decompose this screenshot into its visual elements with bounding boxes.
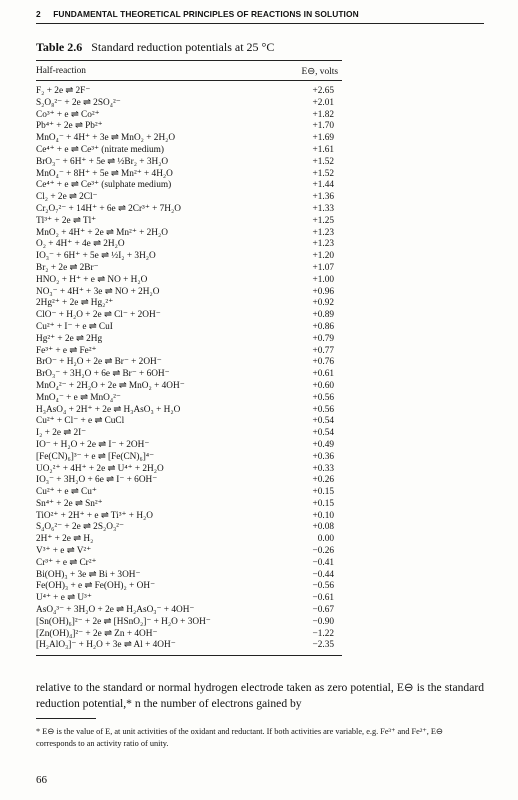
potential-value: −0.44: [312, 569, 334, 580]
table-row: [0, 310, 518, 322]
potential-value: +0.36: [312, 451, 334, 462]
table-row: [0, 369, 518, 381]
potential-value: +0.60: [312, 380, 334, 391]
half-reaction: Fe(OH)₃ + e ⇌ Fe(OH)₂ + OH⁻: [36, 581, 155, 592]
table-title: Standard reduction potentials at 25 °C: [91, 40, 275, 54]
table-body: [0, 86, 518, 652]
half-reaction: Cr₂O₇²⁻ + 14H⁺ + 6e ⇌ 2Cr³⁺ + 7H₂O: [36, 203, 181, 214]
half-reaction: [H₂AlO₃]⁻ + H₂O + 3e ⇌ Al + 4OH⁻: [36, 640, 176, 651]
potential-value: +1.00: [312, 274, 334, 285]
half-reaction: 2Hg²⁺ + 2e ⇌ Hg₂²⁺: [36, 298, 114, 309]
potential-value: +1.33: [312, 203, 334, 214]
table-row: [0, 346, 518, 358]
table-row: [0, 416, 518, 428]
table-row: [0, 464, 518, 476]
footnote-rule: [36, 718, 96, 719]
running-head-page-number: 2: [36, 9, 41, 19]
table-row: [0, 275, 518, 287]
potential-value: +1.61: [312, 144, 334, 155]
potential-value: −0.61: [312, 593, 334, 604]
half-reaction: V³⁺ + e ⇌ V²⁺: [36, 546, 92, 557]
half-reaction: Cr³⁺ + e ⇌ Cr²⁺: [36, 557, 97, 568]
half-reaction: Fe³⁺ + e ⇌ Fe²⁺: [36, 345, 97, 356]
half-reaction: Cu²⁺ + Cl⁻ + e ⇌ CuCl: [36, 416, 125, 427]
table-row: [0, 287, 518, 299]
potential-value: +1.23: [312, 227, 334, 238]
half-reaction: MnO₂ + 4H⁺ + 2e ⇌ Mn²⁺ + 2H₂O: [36, 227, 168, 238]
table-row: [0, 169, 518, 181]
half-reaction: TiO²⁺ + 2H⁺ + e ⇌ Ti³⁺ + H₂O: [36, 510, 153, 521]
potential-value: +0.89: [312, 310, 334, 321]
potential-value: +0.08: [312, 522, 334, 533]
table-row: [0, 452, 518, 464]
half-reaction: Cu²⁺ + I⁻ + e ⇌ CuI: [36, 321, 113, 332]
table-label: Table 2.6: [36, 40, 83, 54]
table-row: [0, 558, 518, 570]
potential-value: +1.25: [312, 215, 334, 226]
table-row: [0, 440, 518, 452]
potential-value: +0.92: [312, 298, 334, 309]
potential-value: +2.01: [312, 97, 334, 108]
potential-value: +1.07: [312, 262, 334, 273]
table-row: [0, 239, 518, 251]
half-reaction: UO₂²⁺ + 4H⁺ + 2e ⇌ U⁴⁺ + 2H₂O: [36, 463, 164, 474]
half-reaction: BrO⁻ + H₂O + 2e ⇌ Br⁻ + 2OH⁻: [36, 357, 162, 368]
table-row: [0, 605, 518, 617]
table-row: [0, 570, 518, 582]
table-row: [0, 522, 518, 534]
potential-value: +0.15: [312, 498, 334, 509]
half-reaction: Bi(OH)₃ + 3e ⇌ Bi + 3OH⁻: [36, 569, 141, 580]
potential-value: +1.36: [312, 192, 334, 203]
table-row: [0, 192, 518, 204]
half-reaction: S₄O₆²⁻ + 2e ⇌ 2S₂O₃²⁻: [36, 522, 124, 533]
table-row: [0, 617, 518, 629]
potential-value: −0.41: [312, 557, 334, 568]
potential-value: −2.35: [312, 640, 334, 651]
table-row: [0, 640, 518, 652]
half-reaction: HNO₂ + H⁺ + e ⇌ NO + H₂O: [36, 274, 148, 285]
potential-value: +0.56: [312, 404, 334, 415]
page-number: 66: [36, 774, 47, 786]
half-reaction: H₃AsO₄ + 2H⁺ + 2e ⇌ H₃AsO₃ + H₂O: [36, 404, 181, 415]
potential-value: +1.23: [312, 239, 334, 250]
potential-value: +0.26: [312, 475, 334, 486]
potential-value: +0.15: [312, 487, 334, 498]
potential-value: +0.54: [312, 428, 334, 439]
footnote: * E⊖ is the value of E, at unit activities of the oxidant and reductant. If both activities are variable, e.g. Fe³⁺ and Fe²⁺, E⊖ corresponds to an activity ratio of unity.: [36, 727, 443, 748]
half-reaction: Tl³⁺ + 2e ⇌ Tl⁺: [36, 215, 97, 226]
table-row: [0, 86, 518, 98]
table-row: [0, 251, 518, 263]
table-row: [0, 405, 518, 417]
potential-value: +1.70: [312, 121, 334, 132]
table-row: [0, 298, 518, 310]
half-reaction: Cu²⁺ + e ⇌ Cu⁺: [36, 487, 97, 498]
potential-value: 0.00: [317, 534, 334, 545]
potential-value: +1.52: [312, 156, 334, 167]
table-row: [0, 581, 518, 593]
potential-value: +0.10: [312, 510, 334, 521]
table-row: [0, 487, 518, 499]
half-reaction: Hg²⁺ + 2e ⇌ 2Hg: [36, 333, 103, 344]
half-reaction: MnO₄⁻ + e ⇌ MnO₄²⁻: [36, 392, 121, 403]
half-reaction: NO₃⁻ + 4H⁺ + 3e ⇌ NO + 2H₂O: [36, 286, 160, 297]
half-reaction: 2H⁺ + 2e ⇌ H₂: [36, 534, 94, 545]
table-row: [0, 157, 518, 169]
half-reaction: Pb⁴⁺ + 2e ⇌ Pb²⁺: [36, 121, 103, 132]
potential-value: −1.22: [312, 628, 334, 639]
table-row: [0, 546, 518, 558]
running-head: [36, 9, 359, 19]
table-top-rule: [36, 60, 342, 61]
half-reaction: IO₃⁻ + 3H₂O + 6e ⇌ I⁻ + 6OH⁻: [36, 475, 158, 486]
half-reaction: Co³⁺ + e ⇌ Co²⁺: [36, 109, 100, 120]
table-row: [0, 511, 518, 523]
table-row: [0, 629, 518, 641]
column-header-potential: E⊖, volts: [301, 67, 338, 77]
table-row: [0, 133, 518, 145]
half-reaction: I₂ + 2e ⇌ 2I⁻: [36, 428, 87, 439]
potential-value: +0.86: [312, 321, 334, 332]
potential-value: +0.77: [312, 345, 334, 356]
half-reaction: Cl₂ + 2e ⇌ 2Cl⁻: [36, 192, 98, 203]
header-rule: [36, 23, 484, 24]
half-reaction: F₂ + 2e ⇌ 2F⁻: [36, 86, 91, 96]
table-row: [0, 534, 518, 546]
half-reaction: Ce⁴⁺ + e ⇌ Ce³⁺ (sulphate medium): [36, 180, 172, 191]
table-header-rule: [36, 80, 342, 81]
potential-value: +0.49: [312, 439, 334, 450]
potential-value: −0.26: [312, 546, 334, 557]
potential-value: +0.61: [312, 369, 334, 380]
table-bottom-rule: [36, 655, 342, 656]
potential-value: +1.52: [312, 168, 334, 179]
table-row: [0, 357, 518, 369]
table-row: [0, 216, 518, 228]
potential-value: +1.44: [312, 180, 334, 191]
half-reaction: O₂ + 4H⁺ + 4e ⇌ 2H₂O: [36, 239, 125, 250]
table-row: [0, 145, 518, 157]
potential-value: +1.82: [312, 109, 334, 120]
table-row: [0, 393, 518, 405]
half-reaction: ClO⁻ + H₂O + 2e ⇌ Cl⁻ + 2OH⁻: [36, 310, 161, 321]
half-reaction: BrO₃⁻ + 3H₂O + 6e ⇌ Br⁻ + 6OH⁻: [36, 369, 170, 380]
half-reaction: BrO₃⁻ + 6H⁺ + 5e ⇌ ½Br₂ + 3H₂O: [36, 156, 169, 167]
table-row: [0, 593, 518, 605]
table-row: [0, 475, 518, 487]
table-row: [0, 204, 518, 216]
potential-value: −0.67: [312, 605, 334, 616]
table-row: [0, 180, 518, 192]
table-row: [0, 322, 518, 334]
table-row: [0, 499, 518, 511]
table-row: [0, 263, 518, 275]
half-reaction: MnO₄⁻ + 4H⁺ + 3e ⇌ MnO₂ + 2H₂O: [36, 133, 176, 144]
potential-value: +0.54: [312, 416, 334, 427]
potential-value: +1.20: [312, 251, 334, 262]
table-row: [0, 428, 518, 440]
half-reaction: MnO₄²⁻ + 2H₂O + 2e ⇌ MnO₂ + 4OH⁻: [36, 380, 185, 391]
half-reaction: IO₃⁻ + 6H⁺ + 5e ⇌ ½I₂ + 3H₂O: [36, 251, 156, 262]
potential-value: +1.69: [312, 133, 334, 144]
potential-value: +0.33: [312, 463, 334, 474]
table-row: [0, 228, 518, 240]
half-reaction: [Fe(CN)₆]³⁻ + e ⇌ [Fe(CN)₆]⁴⁻: [36, 451, 154, 462]
table-row: [0, 110, 518, 122]
half-reaction: Br₂ + 2e ⇌ 2Br⁻: [36, 262, 99, 273]
half-reaction: U⁴⁺ + e ⇌ U³⁺: [36, 593, 92, 604]
potential-value: +0.96: [312, 286, 334, 297]
half-reaction: S₂O₈²⁻ + 2e ⇌ 2SO₄²⁻: [36, 97, 121, 108]
table-row: [0, 381, 518, 393]
half-reaction: MnO₄⁻ + 8H⁺ + 5e ⇌ Mn²⁺ + 4H₂O: [36, 168, 173, 179]
potential-value: −0.90: [312, 616, 334, 627]
table-row: [0, 334, 518, 346]
potential-value: +0.79: [312, 333, 334, 344]
potential-value: −0.56: [312, 581, 334, 592]
half-reaction: Ce⁴⁺ + e ⇌ Ce³⁺ (nitrate medium): [36, 144, 165, 155]
table-caption: [36, 40, 274, 55]
body-paragraph: relative to the standard or normal hydrogen electrode taken as zero potential, E⊖ is the standard reduction potential,* n the number of electrons gained by: [36, 681, 484, 710]
table-row: [0, 98, 518, 110]
half-reaction: [Zn(OH)₄]²⁻ + 2e ⇌ Zn + 4OH⁻: [36, 628, 158, 639]
running-head-title: FUNDAMENTAL THEORETICAL PRINCIPLES OF REACTIONS IN SOLUTION: [53, 9, 359, 19]
half-reaction: AsO₄³⁻ + 3H₂O + 2e ⇌ H₂AsO₃⁻ + 4OH⁻: [36, 605, 195, 616]
half-reaction: IO⁻ + H₂O + 2e ⇌ I⁻ + 2OH⁻: [36, 439, 150, 450]
potential-value: +2.65: [312, 86, 334, 96]
table-row: [0, 121, 518, 133]
potential-value: +0.56: [312, 392, 334, 403]
column-header-half-reaction: Half-reaction: [36, 66, 86, 76]
half-reaction: [Sn(OH)₆]²⁻ + 2e ⇌ [HSnO₂]⁻ + H₂O + 3OH⁻: [36, 616, 211, 627]
potential-value: +0.76: [312, 357, 334, 368]
half-reaction: Sn⁴⁺ + 2e ⇌ Sn²⁺: [36, 498, 103, 509]
